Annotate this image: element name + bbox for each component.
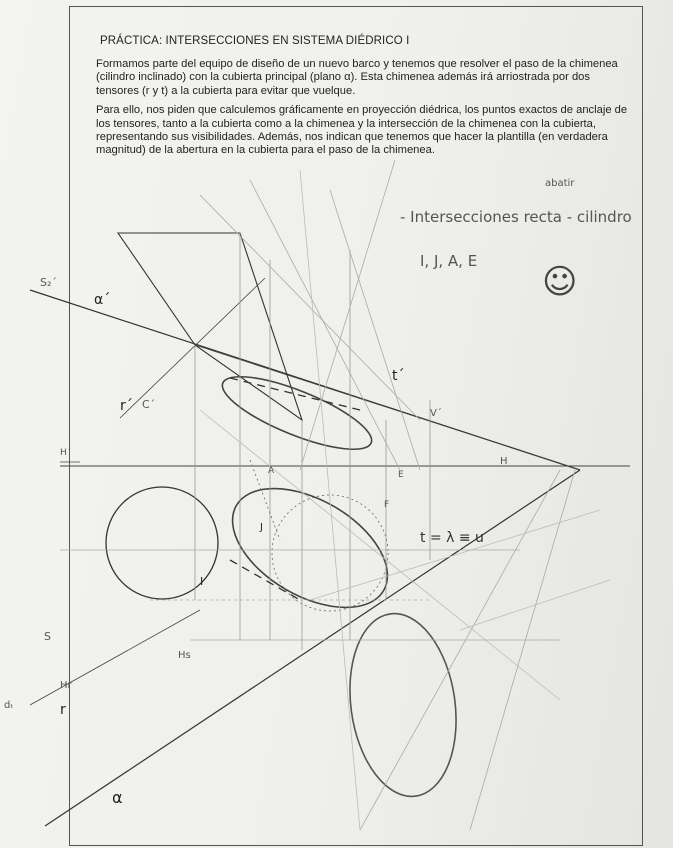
r-line: [30, 610, 200, 705]
handwritten-abatir: abatir: [545, 178, 575, 189]
true-size-template: [339, 607, 468, 804]
label-c-prime: C´: [142, 398, 156, 411]
label-h-prime: H´: [60, 448, 72, 458]
page-title: PRÁCTICA: INTERSECCIONES EN SISTEMA DIÉDRICO I: [100, 35, 410, 47]
label-e: E: [398, 470, 404, 480]
section-ellipse-plan: [212, 464, 407, 632]
label-h: H: [500, 456, 508, 467]
cylinder-elevation: [118, 233, 302, 420]
label-alpha: α: [112, 788, 123, 807]
label-r: r: [60, 702, 66, 718]
label-a: A: [268, 466, 275, 476]
statement-paragraph-2: Para ello, nos piden que calculemos gráficamente en proyección diédrica, los puntos exactos de anclaje de los tensores, tanto a la cubierta como a la chimenea y la intersección de la chimenea con la cubierta, representando sus visibilidades. Además, nos indican que tenemos que hacer la plantilla (en verdadera magnitud) de la abertura en la cubierta para el paso de la chimenea.: [96, 104, 628, 157]
r-prime-line: [120, 278, 265, 418]
label-alpha-prime: α´: [94, 292, 111, 308]
label-v-prime: V´: [430, 408, 442, 419]
alpha-horizontal-trace: [45, 470, 580, 826]
handwritten-note: - Intersecciones recta - cilindro: [400, 208, 632, 226]
statement-paragraph-1: Formamos parte del equipo de diseño de un nuevo barco y tenemos que resolver el paso de la chimenea (cilindro inclinado) con la cubierta principal (plano α). Esta chimenea además irá arriostrada por dos tensores (r y t) a la cubierta para evitar que vuelque.: [96, 58, 618, 97]
label-hs: Hs: [178, 650, 191, 661]
label-r-prime: r´: [120, 398, 133, 414]
label-t-equals: t = λ ≡ u: [420, 530, 484, 546]
label-i: I: [200, 575, 204, 588]
label-t-prime: t´: [392, 368, 405, 384]
label-s: S: [44, 630, 51, 643]
label-f: F: [384, 500, 390, 510]
t-prime-line: [195, 345, 580, 470]
smiley-icon: ☺: [542, 262, 578, 302]
handwritten-points: I, J, A, E: [420, 252, 478, 270]
label-s2: S₂´: [40, 276, 57, 289]
label-hr: Hr: [60, 680, 72, 691]
label-j: J: [260, 522, 263, 533]
label-d: dₜ: [4, 700, 14, 711]
